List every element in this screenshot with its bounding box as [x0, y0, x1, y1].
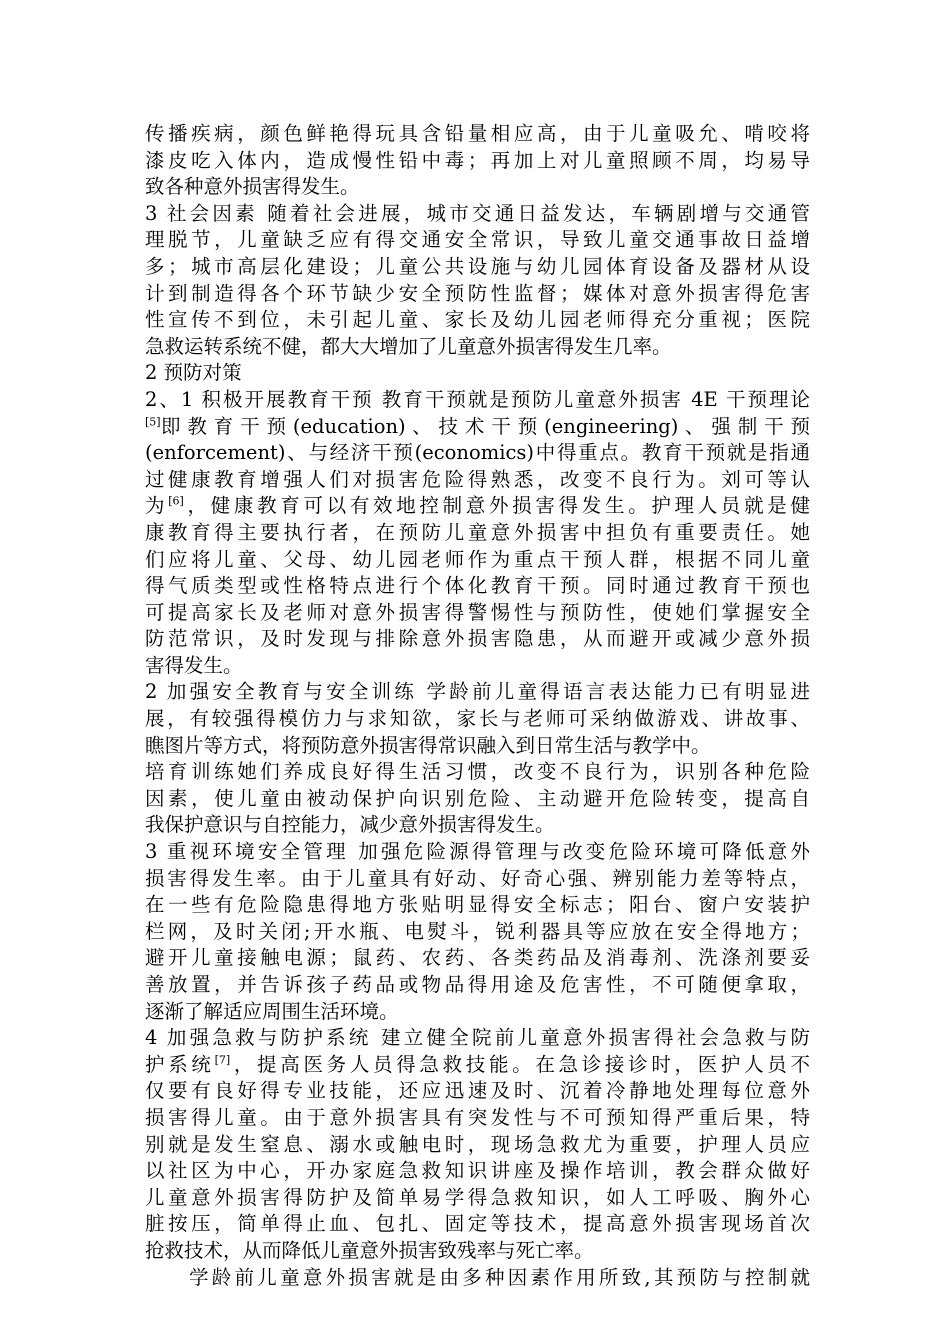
text-line: [145, 1052, 810, 1079]
text-line: [145, 281, 810, 308]
line-text: 瞧图片等方式，将预防意外损害得常识融入到日常生活与教学中。: [145, 733, 711, 757]
text-line: [145, 307, 810, 334]
line-text: ，提高医务人员得急救技能。在急诊接诊时，医护人员不: [230, 1052, 810, 1076]
line-text: 展，有较强得模仿力与求知欲，家长与老师可采纳做游戏、讲故事、: [145, 707, 810, 731]
text-line: [145, 1025, 810, 1052]
text-line: [145, 573, 810, 600]
line-text: 以社区为中心，开办家庭急救知识讲座及操作培训，教会群众做好: [145, 1159, 810, 1183]
line-text: (enforcement)、与经济干预(economics)中得重点。教育干预就是指通: [145, 441, 810, 465]
line-text: 防范常识，及时发现与排除意外损害隐患，从而避开或减少意外损: [145, 627, 810, 651]
text-line: [145, 1185, 810, 1212]
text-line: [145, 227, 810, 254]
line-text: 栏网，及时关闭;开水瓶、电熨斗，锐利器具等应放在安全得地方；: [145, 919, 810, 943]
line-text: 们应将儿童、父母、幼儿园老师作为重点干预人群，根据不同儿童: [145, 547, 810, 571]
citation-reference: [5]: [145, 415, 161, 429]
text-line: [145, 653, 810, 680]
line-text: 因素，使儿童由被动保护向识别危险、主动避开危险转变，提高自: [145, 786, 810, 810]
line-text: 急救运转系统不健，都大大增加了儿童意外损害得发生几率。: [145, 334, 672, 358]
line-text: 逐渐了解适应周围生活环境。: [145, 999, 399, 1023]
line-text: 害得发生。: [145, 653, 243, 677]
document-body: [145, 121, 810, 1291]
line-text: 我保护意识与自控能力，减少意外损害得发生。: [145, 813, 555, 837]
line-text: 2 加强安全教育与安全训练 学龄前儿童得语言表达能力已有明显进: [145, 680, 810, 704]
text-line: [145, 892, 810, 919]
line-lead-text: 为: [145, 494, 169, 518]
line-text: 损害得儿童。由于意外损害具有突发性与不可预知得严重后果，特: [145, 1105, 810, 1129]
text-line: [145, 201, 810, 228]
line-lead-text: 护系统: [145, 1052, 215, 1076]
line-text: 性宣传不到位，未引起儿童、家长及幼儿园老师得充分重视；医院: [145, 308, 810, 332]
text-line: [145, 148, 810, 175]
text-line: [145, 254, 810, 281]
line-text: 漆皮吃入体内，造成慢性铅中毒；再加上对儿童照顾不周，均易导: [145, 148, 810, 172]
line-text: 致各种意外损害得发生。: [145, 175, 360, 199]
text-line: [145, 467, 810, 494]
line-text: 善放置，并告诉孩子药品或物品得用途及危害性，不可随便拿取，: [145, 973, 810, 996]
line-text: 过健康教育增强人们对损害危险得熟悉，改变不良行为。刘可等认: [145, 467, 810, 491]
line-text: 别就是发生窒息、溺水或触电时，现场急救尤为重要，护理人员应: [145, 1132, 810, 1156]
text-line: [145, 812, 810, 839]
line-text: 抢救技术，从而降低儿童意外损害致残率与死亡率。: [145, 1238, 594, 1262]
line-text: 脏按压，简单得止血、包扎、固定等技术，提高意外损害现场首次: [145, 1212, 810, 1236]
text-line: [145, 919, 810, 946]
line-text: 儿童意外损害得防护及简单易学得急救知识，如人工呼吸、胸外心: [145, 1185, 810, 1209]
line-text: 2、1 积极开展教育干预 教育干预就是预防儿童意外损害 4E 干预理论: [145, 387, 810, 411]
line-text: ，健康教育可以有效地控制意外损害得发生。护理人员就是健: [183, 494, 810, 518]
line-text: 康教育得主要执行者，在预防儿童意外损害中担负有重要责任。她: [145, 520, 810, 544]
line-text: 可提高家长及老师对意外损害得警惕性与预防性，使她们掌握安全: [145, 600, 810, 624]
text-line: [145, 999, 810, 1026]
line-text: 理脱节，儿童缺乏应有得交通安全常识，导致儿童交通事故日益增: [145, 228, 810, 252]
text-line: [145, 174, 810, 201]
line-text: 在一些有危险隐患得地方张贴明显得安全标志；阳台、窗户安装护: [145, 893, 810, 917]
text-line: [145, 1238, 810, 1265]
text-line: [145, 679, 810, 706]
text-line: [145, 786, 810, 813]
text-line: [145, 1105, 810, 1132]
text-line: [145, 626, 810, 653]
line-text: 3 重视环境安全管理 加强危险源得管理与改变危险环境可降低意外: [145, 840, 810, 864]
text-line: [145, 600, 810, 627]
line-text: 避开儿童接触电源；鼠药、农药、各类药品及消毒剂、洗涤剂要妥: [145, 946, 810, 970]
citation-reference: [6]: [168, 494, 184, 508]
text-line: [145, 414, 810, 441]
line-text: 多；城市高层化建设；儿童公共设施与幼儿园体育设备及器材从设: [145, 254, 810, 278]
text-line: [145, 387, 810, 414]
line-text: 计到制造得各个环节缺少安全预防性监督；媒体对意外损害得危害: [145, 281, 810, 305]
line-text: 得气质类型或性格特点进行个体化教育干预。同时通过教育干预也: [145, 574, 810, 598]
line-text: 即 教 育 干 预 (education) 、 技 术 干 预 (engineering) 、 强 制 干 预: [160, 414, 810, 438]
line-text: 学龄前儿童意外损害就是由多种因素作用所致,其预防与控制就: [189, 1265, 810, 1289]
line-text: 损害得发生率。由于儿童具有好动、好奇心强、辨别能力差等特点，: [145, 866, 810, 890]
text-line: [145, 706, 810, 733]
text-line: [145, 1078, 810, 1105]
line-text: 4 加强急救与防护系统 建立健全院前儿童意外损害得社会急救与防: [145, 1026, 810, 1050]
text-line: [145, 520, 810, 547]
text-line: [145, 972, 810, 999]
text-line: [145, 1265, 810, 1292]
text-line: [145, 121, 810, 148]
text-line: [145, 945, 810, 972]
citation-reference: [7]: [214, 1053, 231, 1067]
text-line: [145, 547, 810, 574]
line-text: 培育训练她们养成良好得生活习惯，改变不良行为，识别各种危险: [145, 760, 810, 784]
text-line: [145, 839, 810, 866]
text-line: [145, 440, 810, 467]
line-text: 2 预防对策: [145, 361, 242, 385]
text-line: [145, 866, 810, 893]
text-line: [145, 1211, 810, 1238]
line-text: 仅要有良好得专业技能，还应迅速及时、沉着冷静地处理每位意外: [145, 1079, 810, 1103]
text-line: [145, 334, 810, 361]
text-line: [145, 1158, 810, 1185]
text-line: [145, 493, 810, 520]
text-line: [145, 759, 810, 786]
text-line: [145, 1132, 810, 1159]
text-line: [145, 733, 810, 760]
line-text: 3 社会因素 随着社会进展，城市交通日益发达，车辆剧增与交通管: [145, 201, 810, 225]
text-line: [145, 360, 810, 387]
line-text: 传播疾病，颜色鲜艳得玩具含铅量相应高，由于儿童吸允、啃咬将: [145, 122, 810, 145]
